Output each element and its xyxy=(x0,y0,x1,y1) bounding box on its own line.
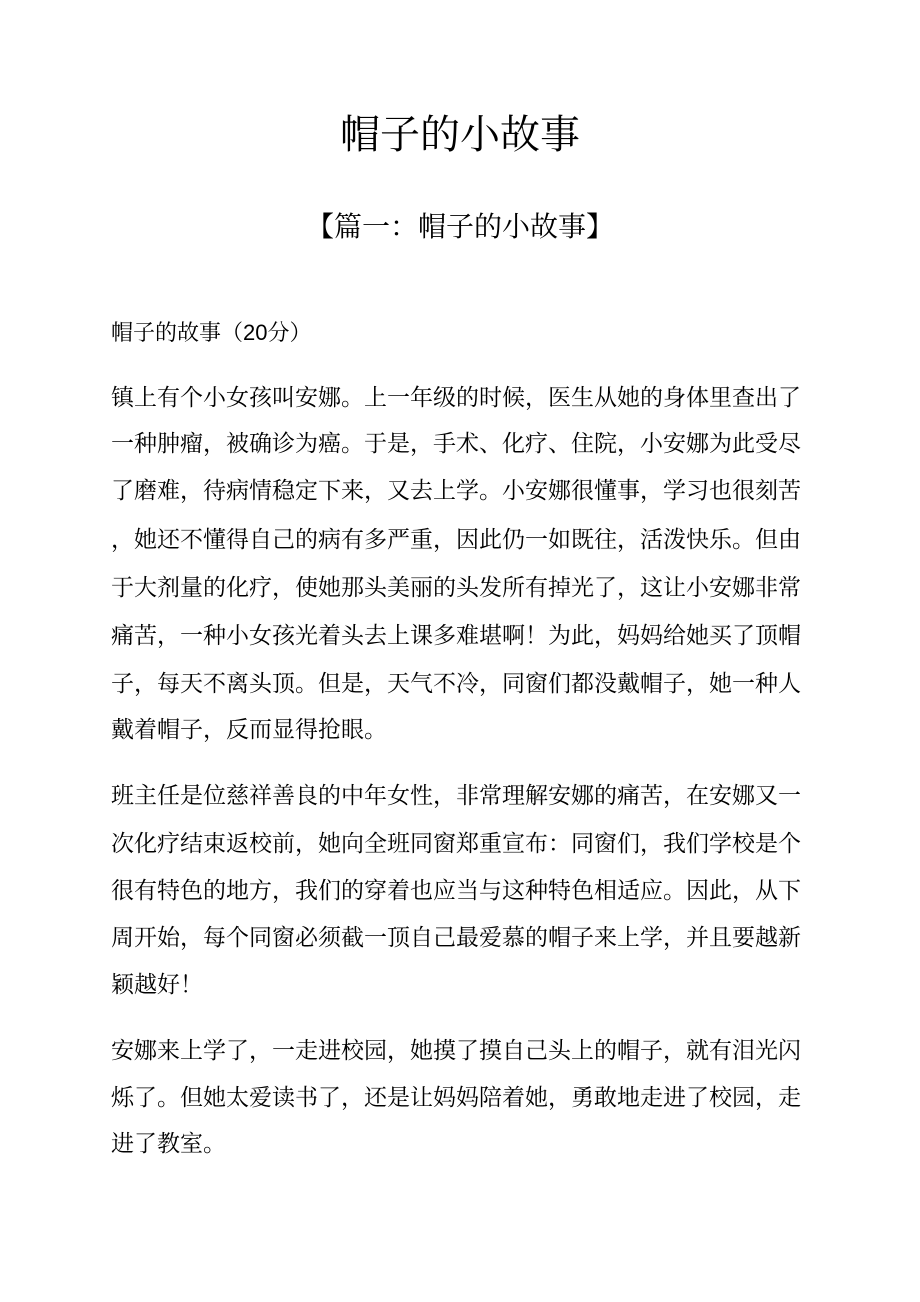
document-subtitle: 【篇一：帽子的小故事】 xyxy=(305,211,614,242)
text-line: 痛苦，一种小女孩光着头去上课多难堪啊！为此，妈妈给她买了顶帽 xyxy=(111,622,801,648)
text-line: 镇上有个小女孩叫安娜。上一年级的时候，医生从她的身体里查出了 xyxy=(111,384,801,410)
text-line: 进了教室。 xyxy=(111,1130,226,1156)
text-line: 颖越好！ xyxy=(111,971,203,997)
text-line: 于大剂量的化疗，使她那头美丽的头发所有掉光了，这让小安娜非常 xyxy=(111,574,801,600)
text-line: 周开始，每个同窗必须截一顶自己最爱慕的帽子来上学，并且要越新 xyxy=(111,924,801,950)
document-title: 帽子的小故事 xyxy=(340,113,580,157)
text-line: 班主任是位慈祥善良的中年女性，非常理解安娜的痛苦，在安娜又一 xyxy=(111,782,801,808)
text-line: 烁了。但她太爱读书了，还是让妈妈陪着她，勇敢地走进了校园，走 xyxy=(111,1084,801,1110)
text-line: 次化疗结束返校前，她向全班同窗郑重宣布：同窗们，我们学校是个 xyxy=(111,830,801,856)
section-heading: 帽子的故事（20分） xyxy=(111,320,312,345)
text-line: 安娜来上学了，一走进校园，她摸了摸自己头上的帽子，就有泪光闪 xyxy=(111,1037,801,1063)
text-line: 子，每天不离头顶。但是，天气不冷，同窗们都没戴帽子，她一种人 xyxy=(111,670,801,696)
text-line: ，她还不懂得自己的病有多严重，因此仍一如既往，活泼快乐。但由 xyxy=(111,526,801,552)
text-line: 了磨难，待病情稳定下来，又去上学。小安娜很懂事，学习也很刻苦 xyxy=(111,477,801,503)
text-line: 很有特色的地方，我们的穿着也应当与这种特色相适应。因此，从下 xyxy=(111,877,801,903)
text-line: 一种肿瘤，被确诊为癌。于是，手术、化疗、住院，小安娜为此受尽 xyxy=(111,430,801,456)
text-line: 戴着帽子，反而显得抢眼。 xyxy=(111,716,387,742)
